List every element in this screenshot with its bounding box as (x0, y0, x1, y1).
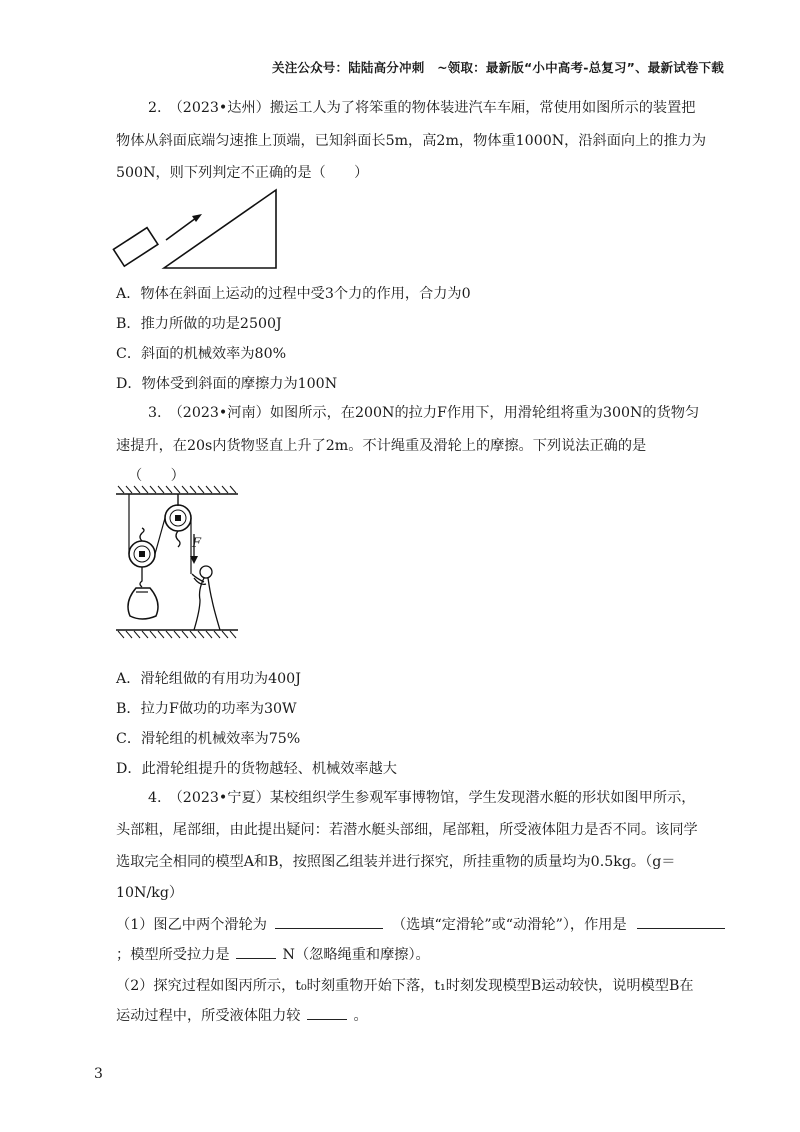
q4-sub2-part2: 运动过程中，所受液体阻力较 (116, 1008, 301, 1024)
q4-sub1-part1: （1）图乙中两个滑轮为 (116, 917, 267, 933)
q4-sub1-line2 (116, 944, 430, 964)
q4-sub1-line1 (116, 914, 725, 934)
cargo-bag (128, 588, 158, 619)
q3-stem-line1: 3. （2023•河南）如图所示，在200N的拉力F作用下，用滑轮组将重为300N的货物匀 (148, 405, 700, 421)
q4-stem-line2: 头部粗，尾部细，由此提出疑问：若潜水艇头部细，尾部粗，所受液体阻力是否不同。该同学 (116, 822, 698, 838)
q4-stem-line1: 4. （2023•宁夏）某校组织学生参观军事博物馆，学生发现潜水艇的形状如图甲所示， (148, 790, 696, 806)
q3-stem-line3: （ ） (128, 468, 185, 484)
q4-sub1-part2: （选填“定滑轮”或“动滑轮”），作用是 (391, 917, 627, 933)
force-label-f: F (192, 536, 202, 551)
q2-option-d: D．物体受到斜面的摩擦力为100N (116, 376, 338, 392)
q2-stem-line3: 500N，则下列判定不正确的是（ ） (116, 165, 369, 181)
q3-option-d: D．此滑轮组提升的货物越轻、机械效率越大 (116, 761, 397, 777)
q4-sub2-line1: （2）探究过程如图丙所示，t₀时刻重物开始下落，t₁时刻发现模型B运动较快，说明模型B在 (116, 978, 694, 994)
page-number: 3 (94, 1066, 103, 1082)
q3-option-b: B．拉力F做功的功率为30W (116, 701, 297, 717)
q4-sub2-line2 (116, 1005, 368, 1025)
q3-stem-line2: 速提升，在20s内货物竖直上升了2m。不计绳重及滑轮上的摩擦。下列说法正确的是 (116, 438, 647, 454)
q4-blank-resistance[interactable] (307, 1005, 347, 1020)
q2-option-b: B．推力所做的功是2500J (116, 316, 282, 332)
q4-blank-pulling-force[interactable] (236, 944, 276, 959)
push-arrow (166, 218, 196, 240)
q2-stem-line1: 2. （2023•达州）搬运工人为了将笨重的物体装进汽车车厢，常使用如图所示的装置把 (148, 100, 696, 116)
q2-stem-line2: 物体从斜面底端匀速推上顶端，已知斜面长5m，高2m，物体重1000N，沿斜面向上的推力为 (116, 133, 707, 149)
q4-blank-pulley-type[interactable] (275, 914, 383, 929)
q2-option-a: A．物体在斜面上运动的过程中受3个力的作用，合力为0 (116, 286, 471, 302)
worker-figure (192, 566, 220, 630)
q4-sub2-part3: 。 (353, 1008, 368, 1024)
q2-option-c: C．斜面的机械效率为80% (116, 346, 287, 362)
pulley-figure (112, 484, 244, 640)
incline-figure (112, 186, 282, 272)
q4-blank-pulley-function[interactable] (637, 914, 725, 929)
q4-stem-line4: 10N/kg） (116, 885, 184, 901)
q3-option-a: A．滑轮组做的有用功为400J (116, 671, 301, 687)
q4-sub1-part3: ；模型所受拉力是 (116, 947, 230, 963)
q4-stem-line3: 选取完全相同的模型A和B，按照图乙组装并进行探究，所挂重物的质量均为0.5kg。（g＝ (116, 854, 676, 870)
incline-block (113, 228, 157, 267)
q3-option-c: C．滑轮组的机械效率为75% (116, 731, 301, 747)
page-header: 关注公众号：陆陆高分冲刺 ~领取：最新版“小中高考-总复习”、最新试卷下载 (272, 60, 724, 75)
q4-sub1-part4: N（忽略绳重和摩擦）。 (282, 947, 430, 963)
